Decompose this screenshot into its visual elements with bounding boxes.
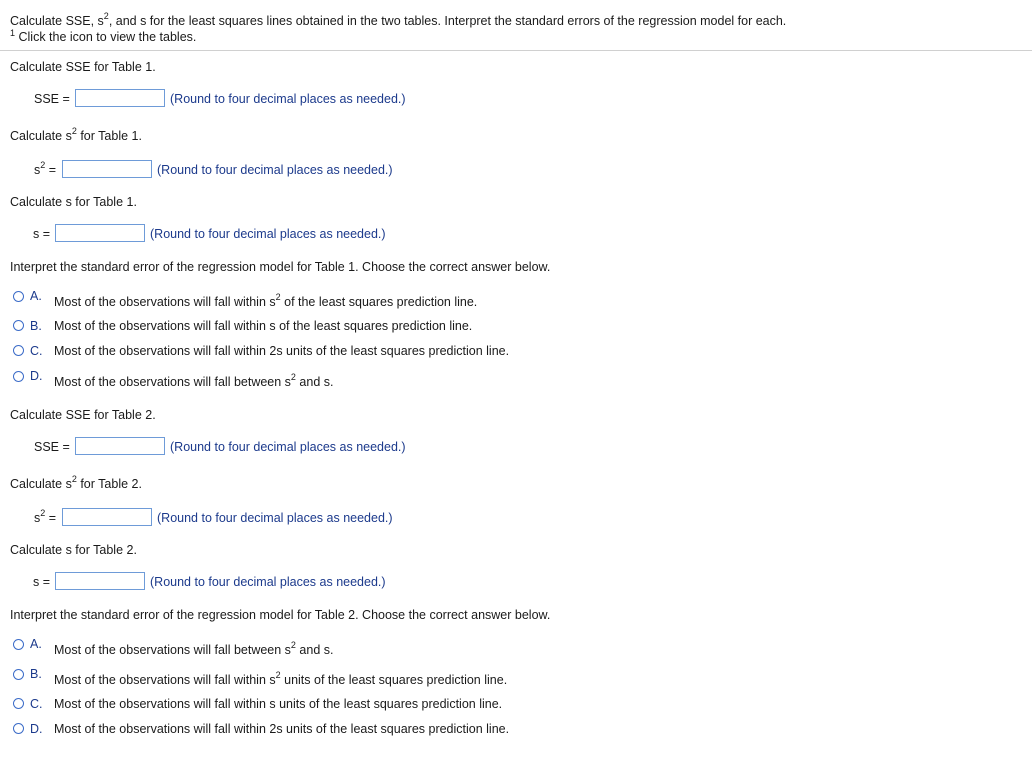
footnote [10, 27, 197, 44]
t2-option-b-letter: B. [30, 667, 42, 681]
t1-option-a-text[interactable] [54, 291, 478, 309]
t1-option-b-letter: B. [30, 319, 42, 333]
t2-option-a-radio[interactable] [13, 639, 24, 650]
t1-s2-prompt-post: for Table 1. [76, 129, 142, 143]
t1-sse-hint: (Round to four decimal places as needed.) [170, 92, 406, 106]
t1-sse-input[interactable] [75, 89, 165, 107]
t2-option-d-letter: D. [30, 722, 43, 736]
t2-s2-label [34, 507, 57, 525]
t1-option-d-text[interactable] [54, 371, 334, 389]
t2-s2-prompt-sup: 2 [71, 473, 77, 484]
t1-option-d-pre: Most of the observations will fall between s [54, 375, 291, 389]
t1-s2-prompt-sup: 2 [71, 125, 77, 136]
t2-s-input[interactable] [55, 572, 145, 590]
t1-s-input[interactable] [55, 224, 145, 242]
t2-s2-prompt [10, 473, 142, 491]
t2-option-c-text[interactable]: Most of the observations will fall within s units of the least squares prediction line. [54, 697, 503, 711]
t1-interpret-prompt: Interpret the standard error of the regression model for Table 1. Choose the correct answer below. [10, 260, 551, 274]
t1-s2-prompt [10, 125, 142, 143]
t2-option-d-text[interactable]: Most of the observations will fall within 2s units of the least squares prediction line. [54, 722, 510, 736]
t1-option-a-pre: Most of the observations will fall within s [54, 295, 276, 309]
t1-s2-prompt-pre: Calculate s [10, 129, 72, 143]
t1-s2-label-sup: 2 [40, 159, 46, 170]
t1-s-label: s = [33, 227, 51, 241]
header-divider [0, 50, 1032, 51]
t2-option-b-post: units of the least squares prediction line. [280, 673, 508, 687]
t1-option-d-post: and s. [295, 375, 334, 389]
t2-s2-prompt-pre: Calculate s [10, 477, 72, 491]
instruction-sup: 2 [103, 10, 109, 21]
t2-s2-label-base: s [34, 511, 41, 525]
t2-option-a-letter: A. [30, 637, 42, 651]
t1-option-a-letter: A. [30, 289, 42, 303]
t1-s-prompt: Calculate s for Table 1. [10, 195, 137, 209]
t1-s2-label-base: s [34, 163, 41, 177]
t2-option-a-sup: 2 [290, 639, 296, 650]
t1-option-a-sup: 2 [275, 291, 281, 302]
t1-s2-label-eq: = [48, 163, 57, 177]
t2-option-a-post: and s. [295, 643, 334, 657]
t1-sse-prompt: Calculate SSE for Table 1. [10, 60, 156, 74]
footnote-marker: 1 [10, 27, 16, 38]
t2-option-b-text[interactable] [54, 669, 508, 687]
t1-option-d-letter: D. [30, 369, 43, 383]
instruction-pre: Calculate SSE, s [10, 14, 104, 28]
t1-option-d-radio[interactable] [13, 371, 24, 382]
t1-s-hint: (Round to four decimal places as needed.) [150, 227, 386, 241]
t2-sse-prompt: Calculate SSE for Table 2. [10, 408, 156, 422]
t2-option-b-radio[interactable] [13, 669, 24, 680]
t1-option-d-sup: 2 [290, 371, 296, 382]
instruction-post: , and s for the least squares lines obtained in the two tables. Interpret the standard errors of the regression model for each. [108, 14, 787, 28]
t1-option-b-text[interactable]: Most of the observations will fall within s of the least squares prediction line. [54, 319, 473, 333]
t2-sse-input[interactable] [75, 437, 165, 455]
t2-option-a-pre: Most of the observations will fall between s [54, 643, 291, 657]
t2-s2-label-eq: = [48, 511, 57, 525]
t1-s2-hint: (Round to four decimal places as needed.) [157, 163, 393, 177]
t2-option-b-pre: Most of the observations will fall within s [54, 673, 276, 687]
t2-s2-hint: (Round to four decimal places as needed.) [157, 511, 393, 525]
t2-sse-label: SSE = [34, 440, 70, 454]
t2-option-d-radio[interactable] [13, 723, 24, 734]
t2-s2-input[interactable] [62, 508, 152, 526]
t2-option-c-letter: C. [30, 697, 43, 711]
t1-s2-label [34, 159, 57, 177]
t2-s2-label-sup: 2 [40, 507, 46, 518]
t1-option-c-text[interactable]: Most of the observations will fall within 2s units of the least squares prediction line. [54, 344, 510, 358]
instruction-text [10, 10, 787, 28]
t1-option-a-post: of the least squares prediction line. [280, 295, 478, 309]
t2-sse-hint: (Round to four decimal places as needed.) [170, 440, 406, 454]
t2-option-b-sup: 2 [275, 669, 281, 680]
t2-option-a-text[interactable] [54, 639, 334, 657]
footnote-text[interactable]: Click the icon to view the tables. [18, 30, 197, 44]
t2-s-hint: (Round to four decimal places as needed.) [150, 575, 386, 589]
t1-option-a-radio[interactable] [13, 291, 24, 302]
t2-option-c-radio[interactable] [13, 698, 24, 709]
t1-option-c-radio[interactable] [13, 345, 24, 356]
t2-s-prompt: Calculate s for Table 2. [10, 543, 137, 557]
t1-option-c-letter: C. [30, 344, 43, 358]
t2-s-label: s = [33, 575, 51, 589]
t1-s2-input[interactable] [62, 160, 152, 178]
t1-sse-label: SSE = [34, 92, 70, 106]
t2-s2-prompt-post: for Table 2. [76, 477, 142, 491]
t1-option-b-radio[interactable] [13, 320, 24, 331]
t2-interpret-prompt: Interpret the standard error of the regression model for Table 2. Choose the correct answer below. [10, 608, 551, 622]
